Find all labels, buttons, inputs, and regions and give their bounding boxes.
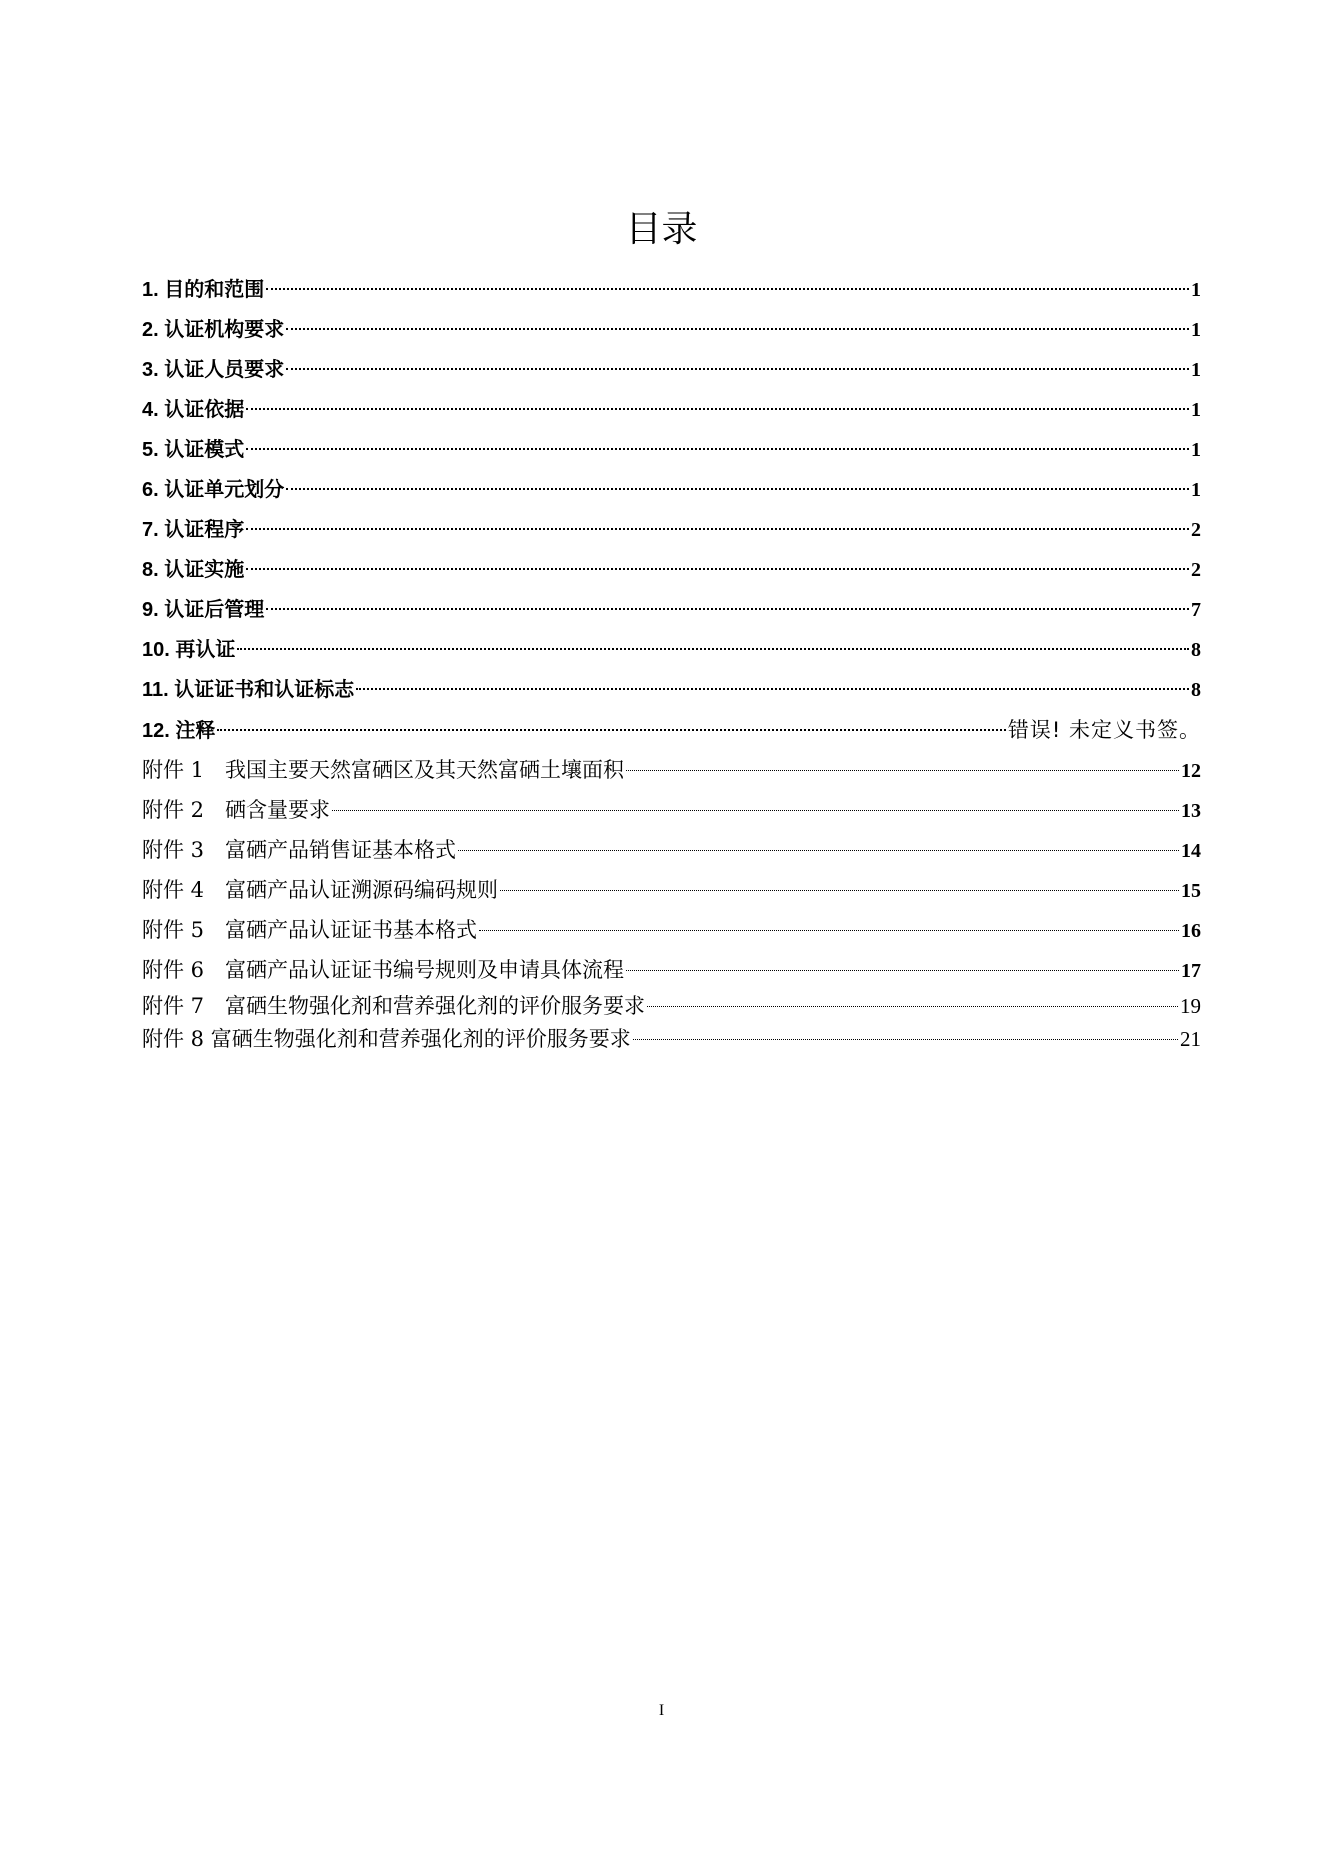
dot-leader bbox=[246, 448, 1189, 450]
toc-entry-page: 1 bbox=[1191, 319, 1201, 341]
toc-entry-1[interactable] bbox=[142, 270, 1201, 310]
toc-entry-page: 2 bbox=[1191, 559, 1201, 581]
dot-leader bbox=[647, 1006, 1178, 1007]
toc-entry-label: 2. 认证机构要求 bbox=[142, 319, 285, 341]
dot-leader bbox=[626, 970, 1179, 971]
toc-entry-label: 7. 认证程序 bbox=[142, 519, 245, 541]
toc-annex-page: 21 bbox=[1180, 1027, 1201, 1051]
toc-entry-label: 10. 再认证 bbox=[142, 639, 236, 661]
toc-entry-page: 7 bbox=[1191, 599, 1201, 621]
toc-entry-page: 1 bbox=[1191, 479, 1201, 501]
dot-leader bbox=[246, 568, 1189, 570]
toc-annex-page: 15 bbox=[1181, 880, 1201, 902]
toc-entry-2[interactable] bbox=[142, 310, 1201, 350]
toc-entry-label: 9. 认证后管理 bbox=[142, 599, 265, 621]
toc-entry-label: 4. 认证依据 bbox=[142, 399, 245, 421]
toc-entry-9[interactable] bbox=[142, 590, 1201, 630]
toc-annex-3[interactable] bbox=[142, 830, 1201, 870]
toc-annex-label: 附件 6 富硒产品认证证书编号规则及申请具体流程 bbox=[142, 958, 625, 982]
toc-entry-3[interactable] bbox=[142, 350, 1201, 390]
toc-annex-page: 17 bbox=[1181, 960, 1201, 982]
toc-annex-label: 附件 4 富硒产品认证溯源码编码规则 bbox=[142, 878, 499, 902]
toc-annex-page: 13 bbox=[1181, 800, 1201, 822]
toc-entry-12[interactable] bbox=[142, 710, 1201, 750]
dot-leader bbox=[458, 850, 1179, 851]
toc-annex-label: 附件 5 富硒产品认证证书基本格式 bbox=[142, 918, 478, 942]
toc-entry-page: 1 bbox=[1191, 359, 1201, 381]
toc-annex-label: 附件 2 硒含量要求 bbox=[142, 798, 331, 822]
dot-leader bbox=[332, 810, 1179, 811]
dot-leader bbox=[356, 688, 1189, 690]
toc-entry-8[interactable] bbox=[142, 550, 1201, 590]
toc-annex-label: 附件 7 富硒生物强化剂和营养强化剂的评价服务要求 bbox=[142, 994, 646, 1018]
dot-leader bbox=[286, 328, 1189, 330]
toc-entry-label: 8. 认证实施 bbox=[142, 559, 245, 581]
toc-annex-5[interactable] bbox=[142, 910, 1201, 950]
dot-leader bbox=[286, 368, 1189, 370]
toc-annex-label: 附件 8 富硒生物强化剂和营养强化剂的评价服务要求 bbox=[142, 1027, 631, 1051]
toc-annex-label: 附件 1 我国主要天然富硒区及其天然富硒土壤面积 bbox=[142, 758, 625, 782]
toc-entry-6[interactable] bbox=[142, 470, 1201, 510]
toc-title: 目录 bbox=[625, 209, 698, 250]
dot-leader bbox=[500, 890, 1179, 891]
toc-entry-4[interactable] bbox=[142, 390, 1201, 430]
dot-leader bbox=[237, 648, 1189, 650]
toc-entry-bookmark-error: 错误! 未定义书签。 bbox=[1007, 718, 1201, 742]
table-of-contents bbox=[142, 270, 1201, 1056]
toc-annex-1[interactable] bbox=[142, 750, 1201, 790]
toc-entry-label: 5. 认证模式 bbox=[142, 439, 245, 461]
toc-entry-page: 1 bbox=[1191, 279, 1201, 301]
toc-annex-6[interactable] bbox=[142, 950, 1201, 990]
toc-annex-4[interactable] bbox=[142, 870, 1201, 910]
toc-entry-10[interactable] bbox=[142, 630, 1201, 670]
dot-leader bbox=[246, 528, 1189, 530]
dot-leader bbox=[479, 930, 1179, 931]
toc-entry-page: 1 bbox=[1191, 399, 1201, 421]
toc-annex-page: 14 bbox=[1181, 840, 1201, 862]
toc-annex-page: 19 bbox=[1180, 994, 1201, 1018]
toc-annex-2[interactable] bbox=[142, 790, 1201, 830]
toc-entry-label: 3. 认证人员要求 bbox=[142, 359, 285, 381]
toc-entry-label: 1. 目的和范围 bbox=[142, 279, 265, 301]
toc-entry-5[interactable] bbox=[142, 430, 1201, 470]
toc-entry-7[interactable] bbox=[142, 510, 1201, 550]
toc-entry-label: 12. 注释 bbox=[142, 720, 216, 742]
dot-leader bbox=[626, 770, 1179, 771]
dot-leader bbox=[217, 729, 1006, 731]
dot-leader bbox=[286, 488, 1189, 490]
toc-entry-page: 8 bbox=[1191, 679, 1201, 701]
toc-entry-label: 6. 认证单元划分 bbox=[142, 479, 285, 501]
dot-leader bbox=[633, 1039, 1178, 1040]
toc-annex-7[interactable] bbox=[142, 990, 1201, 1023]
toc-annex-label: 附件 3 富硒产品销售证基本格式 bbox=[142, 838, 457, 862]
page-number: I bbox=[658, 1702, 665, 1719]
toc-annex-8[interactable] bbox=[142, 1023, 1201, 1056]
dot-leader bbox=[246, 408, 1189, 410]
toc-entry-page: 2 bbox=[1191, 519, 1201, 541]
toc-annex-page: 16 bbox=[1181, 920, 1201, 942]
toc-entry-page: 1 bbox=[1191, 439, 1201, 461]
toc-entry-11[interactable] bbox=[142, 670, 1201, 710]
toc-annex-page: 12 bbox=[1181, 760, 1201, 782]
dot-leader bbox=[266, 288, 1189, 290]
toc-entry-page: 8 bbox=[1191, 639, 1201, 661]
toc-entry-label: 11. 认证证书和认证标志 bbox=[142, 679, 355, 701]
dot-leader bbox=[266, 608, 1189, 610]
